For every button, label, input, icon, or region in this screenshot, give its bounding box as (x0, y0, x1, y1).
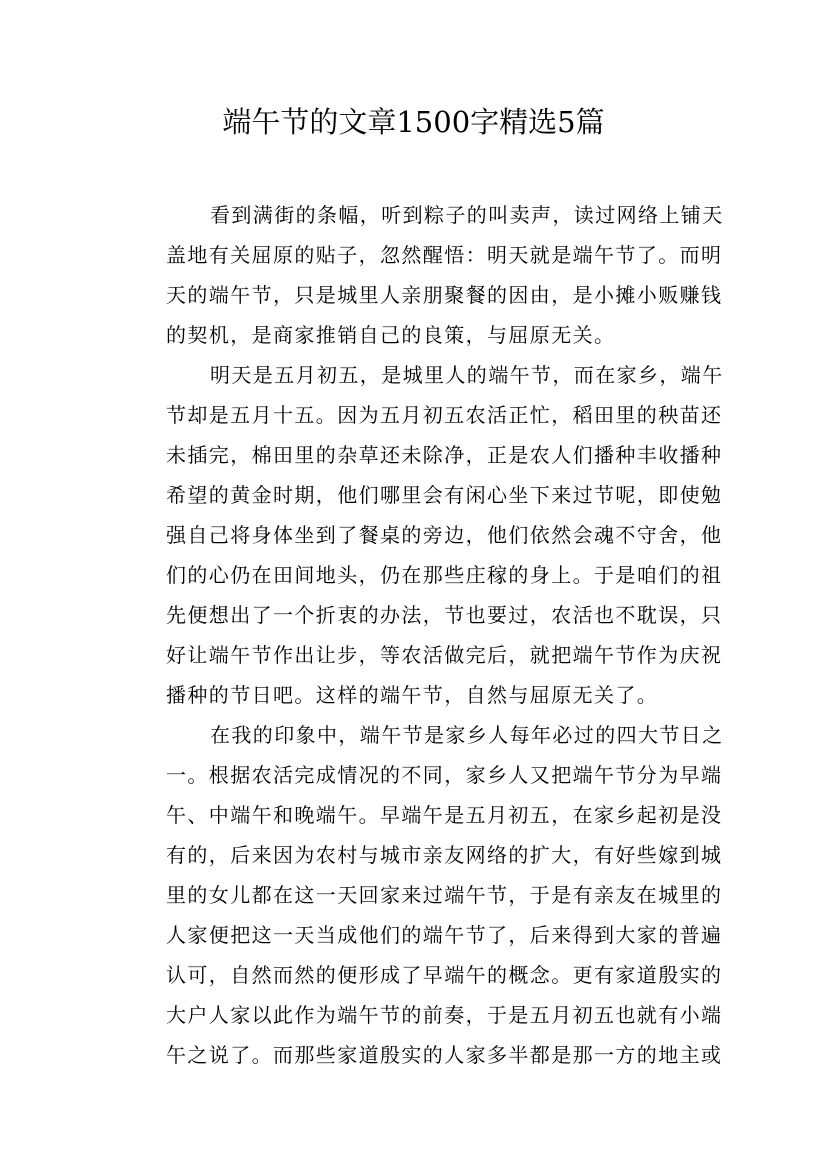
text-line: 未插完，棉田里的杂草还未除净，正是农人们播种丰收播种 (166, 443, 723, 467)
text-line: 先便想出了一个折衷的办法，节也要过，农活也不耽误，只 (166, 603, 723, 627)
paragraph (126, 715, 724, 1075)
text-line: 们的心仍在田间地头，仍在那些庄稼的身上。于是咱们的祖 (166, 563, 723, 587)
text-line: 希望的黄金时期，他们哪里会有闲心坐下来过节呢，即使勉 (166, 483, 723, 507)
text-line: 午之说了。而那些家道殷实的人家多半都是那一方的地主或 (166, 1043, 723, 1067)
document-title: 端午节的文章1500字精选5篇 (222, 105, 605, 139)
text-line: 午、中端午和晚端午。早端午是五月初五，在家乡起初是没 (166, 803, 723, 827)
text-line: 天的端午节，只是城里人亲朋聚餐的因由，是小摊小贩赚钱 (166, 283, 723, 307)
text-line: 的契机，是商家推销自己的良策，与屈原无关。 (166, 323, 616, 347)
text-line: 盖地有关屈原的贴子，忽然醒悟：明天就是端午节了。而明 (166, 243, 723, 267)
text-line: 一。根据农活完成情况的不同，家乡人又把端午节分为早端 (166, 763, 723, 787)
paragraph (126, 195, 724, 355)
text-line: 认可，自然而然的便形成了早端午的概念。更有家道殷实的 (166, 963, 723, 987)
text-line: 人家便把这一天当成他们的端午节了，后来得到大家的普遍 (166, 923, 723, 947)
text-line: 强自己将身体坐到了餐桌的旁边，他们依然会魂不守舍，他 (166, 523, 723, 547)
text-line: 播种的节日吧。这样的端午节，自然与屈原无关了。 (166, 683, 659, 707)
text-line: 里的女儿都在这一天回家来过端午节，于是有亲友在城里的 (166, 883, 723, 907)
paragraph (126, 355, 724, 715)
text-line: 节却是五月十五。因为五月初五农活正忙，稻田里的秧苗还 (166, 403, 723, 427)
text-line: 明天是五月初五，是城里人的端午节，而在家乡，端午 (210, 363, 724, 387)
text-line: 有的，后来因为农村与城市亲友网络的扩大，有好些嫁到城 (166, 843, 723, 867)
text-line: 在我的印象中，端午节是家乡人每年必过的四大节日之 (210, 723, 724, 747)
text-line: 大户人家以此作为端午节的前奏，于是五月初五也就有小端 (166, 1003, 723, 1027)
document-body (126, 195, 724, 1075)
text-line: 好让端午节作出让步，等农活做完后，就把端午节作为庆祝 (166, 643, 723, 667)
text-line: 看到满街的条幅，听到粽子的叫卖声，读过网络上铺天 (210, 203, 724, 227)
